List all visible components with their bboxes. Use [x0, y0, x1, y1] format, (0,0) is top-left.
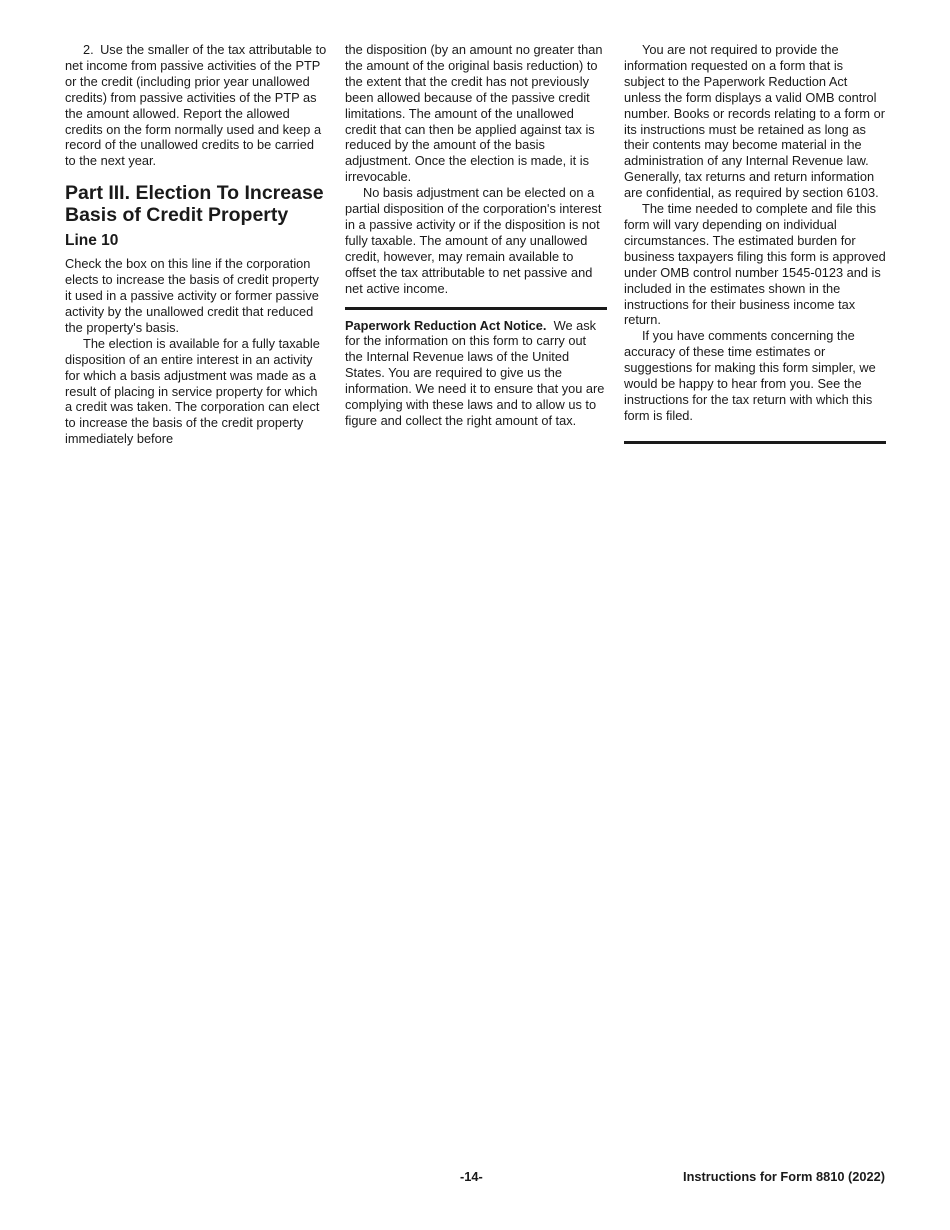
line-10-paragraph-2: The election is available for a fully taxable disposition of an entire interest in an activity for which a basis adjustment was made as a result of placing in service property for which a credit was taken. The corporation can elect to increase the basis of the credit property immediately before [65, 335, 320, 447]
time-estimate-paragraph: The time needed to complete and file this form will vary depending on individual circumstances. The estimated burden for business taxpayers filing this form is approved under OMB control number 1545-0123 and is included in the estimates shown in the instructions for their business income tax return. [624, 201, 886, 328]
column-3 [624, 42, 886, 444]
part-iii-heading: Part III. Election To Increase Basis of Credit Property [65, 182, 324, 226]
column-2 [345, 42, 607, 429]
election-continuation-paragraph: the disposition (by an amount no greater than the amount of the original basis reduction) to the extent that the credit has not previously been allowed because of the passive credit limitations. The amount of the unallowed credit that can then be applied against tax is reduced by the amount of the basis adjustment. Once the election is made, it is irrevocable. [345, 42, 603, 185]
paperwork-reduction-notice [345, 318, 607, 429]
paperwork-notice-text: We ask for the information on this form to carry out the Internal Revenue laws of the United States. You are required to give us the information. We need it to ensure that you are complying with these laws and to allow us to figure and collect the right amount of tax. [345, 317, 605, 428]
page-number: -14- [460, 1169, 483, 1184]
line-10-paragraph-1: Check the box on this line if the corporation elects to increase the basis of credit property it used in a passive activity or former passive activity by the unallowed credit that reduced the property's basis. [65, 256, 319, 335]
omb-paragraph: You are not required to provide the information requested on a form that is subject to the Paperwork Reduction Act unless the form displays a valid OMB control number. Books or records relating to a form or its instructions must be retained as long as their contents may become material in the administration of any Internal Revenue law. Generally, tax returns and return information are confidential, as required by section 6103. [624, 42, 886, 201]
item-2-text: 2. Use the smaller of the tax attributable to net income from passive activities of the PTP or the credit (including prior year unallowed credits) from passive activities of the PTP as the amount allowed. Report the allowed credits on the form normally used and keep a record of the unallowed credits to be carried to the next year. [65, 42, 327, 169]
comments-paragraph: If you have comments concerning the accuracy of these time estimates or suggestions for making this form simpler, we would be happy to hear from you. See the instructions for the tax return with which this form is filed. [624, 328, 876, 423]
line-10-heading: Line 10 [65, 232, 119, 250]
partial-disposition-paragraph: No basis adjustment can be elected on a partial disposition of the corporation's interest in a passive activity or if the disposition is not fully taxable. The amount of any unallowed credit, however, may remain available to offset the tax attributable to net passive and net active income. [345, 185, 602, 296]
section-divider [345, 307, 607, 310]
paperwork-notice-title: Paperwork Reduction Act Notice. [345, 317, 547, 333]
document-title: Instructions for Form 8810 (2022) [683, 1169, 885, 1184]
column-1 [65, 42, 327, 447]
end-rule [624, 441, 886, 444]
